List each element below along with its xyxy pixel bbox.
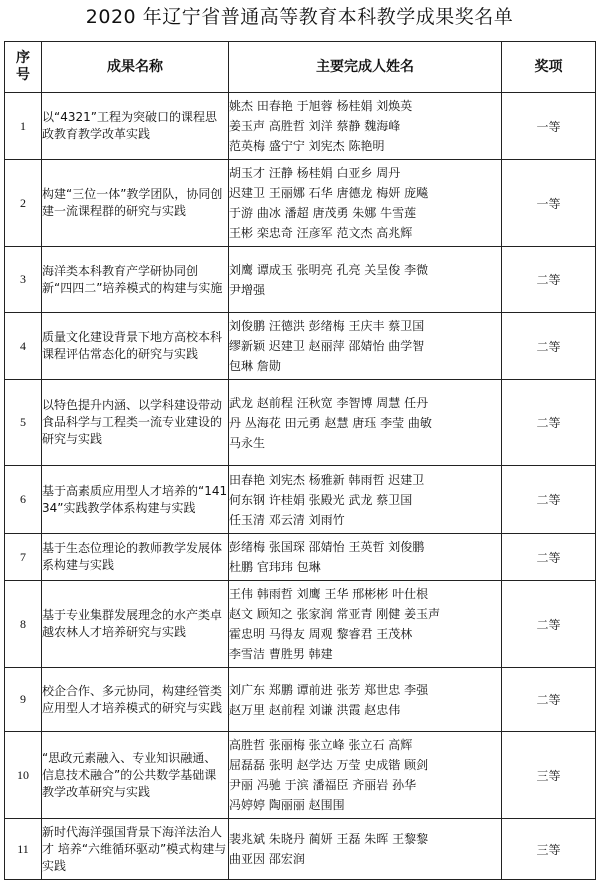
contributors-line: 霍忠明 马得友 周观 黎睿君 王茂林 — [229, 627, 413, 641]
contributors-cell — [229, 247, 502, 313]
header-no: 序号 — [5, 42, 42, 93]
table-row — [5, 93, 596, 160]
achievement-name: 以“4321”工程为突破口的课程思政教育教学改革实践 — [42, 93, 229, 160]
achievement-name: 以特色提升内涵、以学科建设带动食品科学与工程类一流专业建设的研究与实践 — [42, 380, 229, 466]
row-number: 3 — [5, 247, 42, 313]
award-level: 二等 — [502, 581, 596, 668]
contributors-line: 高胜哲 张丽梅 张立峰 张立石 高辉 — [229, 738, 413, 752]
row-number: 10 — [5, 732, 42, 819]
award-level: 二等 — [502, 668, 596, 732]
contributors-line: 杜鹏 官玮玮 包琳 — [229, 560, 321, 574]
table-row — [5, 534, 596, 581]
contributors-line: 于游 曲冰 潘超 唐茂勇 朱娜 牛雪莲 — [229, 206, 417, 220]
table-header — [5, 42, 596, 93]
table-row — [5, 668, 596, 732]
achievement-name: 新时代海洋强国背景下海洋法治人才 培养“六维循环驱动”模式构建与实践 — [42, 819, 229, 880]
table-row — [5, 247, 596, 313]
table-row — [5, 819, 596, 880]
contributors-line: 姜玉声 高胜哲 刘洋 蔡静 魏海峰 — [229, 119, 401, 133]
header-people: 主要完成人姓名 — [229, 42, 502, 93]
contributors-line: 范英梅 盛宁宁 刘宪杰 陈艳明 — [229, 139, 385, 153]
award-level: 二等 — [502, 247, 596, 313]
achievement-name: 质量文化建设背景下地方高校本科课程评估常态化的研究与实践 — [42, 313, 229, 380]
row-number: 8 — [5, 581, 42, 668]
award-level: 一等 — [502, 93, 596, 160]
row-number: 1 — [5, 93, 42, 160]
contributors-line: 包琳 詹勋 — [229, 359, 281, 373]
table-row — [5, 581, 596, 668]
award-level: 一等 — [502, 160, 596, 247]
award-level: 二等 — [502, 534, 596, 581]
contributors-line: 任玉清 邓云清 刘雨竹 — [229, 512, 345, 527]
contributors-line: 王伟 韩雨哲 刘鹰 王华 邢彬彬 叶仕根 — [229, 587, 429, 601]
row-number: 6 — [5, 466, 42, 534]
contributors-cell — [229, 534, 502, 581]
award-level: 二等 — [502, 466, 596, 534]
contributors-cell — [229, 93, 502, 160]
contributors-line: 李雪洁 曹胜男 韩建 — [229, 647, 333, 661]
contributors-line: 尹丽 冯驰 于滨 潘福臣 齐丽岩 孙华 — [229, 778, 417, 792]
contributors-cell — [229, 466, 502, 534]
achievement-name: 基于专业集群发展理念的水产类卓越农林人才培养研究与实践 — [42, 581, 229, 668]
contributors-line: 刘广东 郑鹏 谭前进 张芳 郑世忠 李强 — [229, 682, 429, 697]
achievement-name: 构建“三位一体”教学团队，协同创建一流课程群的研究与实践 — [42, 160, 229, 247]
table-row — [5, 466, 596, 534]
contributors-line: 屈磊磊 张明 赵学达 万莹 史成锴 顾剑 — [229, 758, 429, 772]
contributors-line: 刘俊鹏 汪德洪 彭绪梅 王庆丰 蔡卫国 — [229, 319, 425, 333]
awards-table — [4, 41, 596, 880]
table-body — [5, 93, 596, 880]
header-level: 奖项 — [502, 42, 596, 93]
row-number: 2 — [5, 160, 42, 247]
contributors-line: 王彬 栾忠奇 汪彦军 范文杰 高兆辉 — [229, 226, 413, 240]
contributors-cell — [229, 581, 502, 668]
award-level: 二等 — [502, 380, 596, 466]
contributors-line: 何东钢 许桂娟 张殿光 武龙 蔡卫国 — [229, 492, 413, 507]
row-number: 4 — [5, 313, 42, 380]
contributors-line: 迟建卫 王丽娜 石华 唐德龙 梅妍 庞飚 — [229, 186, 429, 200]
contributors-cell — [229, 668, 502, 732]
table-row — [5, 732, 596, 819]
achievement-name: 海洋类本科教育产学研协同创新“四四二”培养模式的构建与实施 — [42, 247, 229, 313]
table-row — [5, 313, 596, 380]
award-level: 三等 — [502, 732, 596, 819]
contributors-line: 缪新颖 迟建卫 赵丽萍 邵婧怡 曲学智 — [229, 339, 425, 353]
header-name: 成果名称 — [42, 42, 229, 93]
row-number: 7 — [5, 534, 42, 581]
contributors-line: 尹增强 — [229, 282, 266, 297]
contributors-line: 赵万里 赵前程 刘谦 洪霞 赵忠伟 — [229, 702, 401, 717]
contributors-line: 田春艳 刘宪杰 杨雅新 韩雨哲 迟建卫 — [229, 472, 425, 487]
contributors-cell — [229, 313, 502, 380]
contributors-line: 曲亚因 邵宏润 — [229, 852, 305, 866]
page-title: 2020 年辽宁省普通高等教育本科教学成果奖名单 — [85, 6, 514, 28]
award-level: 三等 — [502, 819, 596, 880]
contributors-cell — [229, 380, 502, 466]
contributors-line: 裴兆斌 朱晓丹 蔺妍 王磊 朱晖 王黎黎 — [229, 832, 429, 846]
contributors-line: 冯婷婷 陶丽丽 赵围围 — [229, 798, 345, 812]
award-level: 二等 — [502, 313, 596, 380]
row-number: 9 — [5, 668, 42, 732]
contributors-line: 刘鹰 谭成玉 张明亮 孔亮 关呈俊 李微 — [229, 262, 429, 277]
achievement-name: “思政元素融入、专业知识融通、信息技术融合”的公共数学基础课教学改革研究与实践 — [42, 732, 229, 819]
contributors-line: 赵文 顾知之 张家润 常亚青 刚健 姜玉声 — [229, 607, 441, 621]
row-number: 11 — [5, 819, 42, 880]
contributors-cell — [229, 819, 502, 880]
achievement-name: 校企合作、多元协同，构建经管类应用型人才培养模式的研究与实践 — [42, 668, 229, 732]
table-row — [5, 160, 596, 247]
contributors-line: 丹 丛海花 田元勇 赵慧 唐珏 李莹 曲敏 — [229, 415, 432, 430]
contributors-line: 马永生 — [229, 435, 266, 450]
row-number: 5 — [5, 380, 42, 466]
contributors-line: 武龙 赵前程 汪秋宽 李智博 周慧 任丹 — [229, 395, 429, 410]
table-row — [5, 380, 596, 466]
contributors-cell — [229, 732, 502, 819]
contributors-line: 姚杰 田春艳 于旭蓉 杨桂娟 刘焕英 — [229, 99, 413, 113]
contributors-cell — [229, 160, 502, 247]
contributors-line: 彭绪梅 张国琛 邵婧怡 王英哲 刘俊鹏 — [229, 540, 425, 554]
achievement-name: 基于生态位理论的教师教学发展体系构建与实践 — [42, 534, 229, 581]
contributors-line: 胡玉才 汪静 杨桂娟 白亚乡 周丹 — [229, 166, 401, 180]
achievement-name: 基于高素质应用型人才培养的“14134”实践教学体系构建与实践 — [42, 466, 229, 534]
